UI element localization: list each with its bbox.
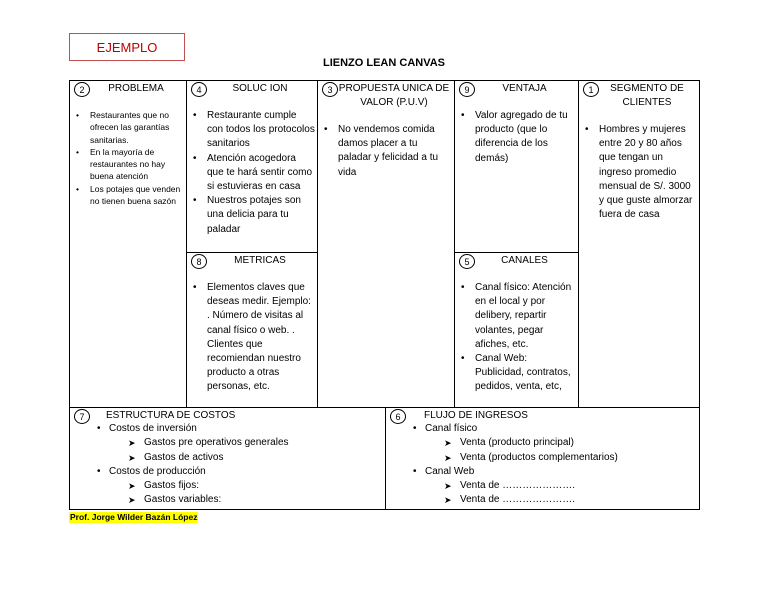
solucion-number: 4 xyxy=(191,82,207,97)
costos-block xyxy=(69,407,386,510)
problema-list xyxy=(70,109,186,207)
ventaja-title: VENTAJA xyxy=(502,83,547,94)
costos-list xyxy=(70,422,385,508)
segmento-header xyxy=(579,81,699,123)
canales-block xyxy=(454,252,579,408)
canales-list xyxy=(455,281,578,395)
ingresos-subitem: ➤ Venta de …………………. xyxy=(386,479,699,493)
costos-group: • Costos de inversión xyxy=(70,422,385,436)
metricas-header xyxy=(187,253,317,281)
costos-subitem: ➤ Gastos pre operativos generales xyxy=(70,436,385,450)
propuesta-number: 3 xyxy=(322,82,338,97)
canales-header xyxy=(455,253,578,281)
solucion-item: • Nuestros potajes son una delicia para tu paladar xyxy=(207,194,315,237)
ingresos-number: 6 xyxy=(390,409,406,424)
segmento-title: SEGMENTO DE CLIENTES xyxy=(610,83,684,108)
ingresos-title: FLUJO DE INGRESOS xyxy=(424,410,528,421)
canales-item: • Canal Web: Publicidad, contratos, pedidos, venta, etc, xyxy=(475,352,576,395)
metricas-block xyxy=(186,252,318,408)
solucion-header xyxy=(187,81,317,109)
ventaja-item: • Valor agregado de tu producto (que lo diferencia de los demás) xyxy=(475,109,576,166)
segmento-block xyxy=(578,80,700,408)
author-credit: Prof. Jorge Wilder Bazán López xyxy=(70,512,198,522)
costos-subitem: ➤ Gastos variables: xyxy=(70,493,385,507)
costos-header xyxy=(70,408,385,422)
problema-block xyxy=(69,80,187,408)
propuesta-block xyxy=(317,80,455,408)
costos-title: ESTRUCTURA DE COSTOS xyxy=(106,410,236,421)
costos-number: 7 xyxy=(74,409,90,424)
propuesta-header xyxy=(318,81,454,123)
solucion-list xyxy=(187,109,317,237)
ventaja-list xyxy=(455,109,578,166)
propuesta-list xyxy=(318,123,454,180)
solucion-block xyxy=(186,80,318,253)
canales-number: 5 xyxy=(459,254,475,269)
problema-header xyxy=(70,81,186,109)
problema-number: 2 xyxy=(74,82,90,97)
solucion-title: SOLUC ION xyxy=(232,83,288,94)
problema-item: • En la mayoría de restaurantes no hay buena atención xyxy=(90,146,184,183)
metricas-number: 8 xyxy=(191,254,207,269)
problema-title: PROBLEMA xyxy=(108,83,164,94)
ingresos-subitem: ➤ Venta de …………………. xyxy=(386,493,699,507)
canales-item: • Canal físico: Atención en el local y por delibery, repartir volantes, pegar afiches, etc. xyxy=(475,281,576,352)
costos-subitem: ➤ Gastos fijos: xyxy=(70,479,385,493)
example-label: EJEMPLO xyxy=(96,39,158,55)
problema-item: • Restaurantes que no ofrecen las garantías sanitarias. xyxy=(90,109,184,146)
segmento-number: 1 xyxy=(583,82,599,97)
solucion-item: • Restaurante cumple con todos los protocolos sanitarios xyxy=(207,109,315,152)
ventaja-block xyxy=(454,80,579,253)
costos-subitem: ➤ Gastos de activos xyxy=(70,451,385,465)
lean-canvas xyxy=(69,80,700,510)
ingresos-subitem: ➤ Venta (producto principal) xyxy=(386,436,699,450)
propuesta-item: • No vendemos comida damos placer a tu paladar y felicidad a tu vida xyxy=(338,123,452,180)
segmento-item: • Hombres y mujeres entre 20 y 80 años que tengan un ingreso promedio mensual de S/. 3000 y que guste almorzar fuera de casa xyxy=(599,123,697,222)
problema-item: • Los potajes que venden no tienen buena sazón xyxy=(90,183,184,208)
costos-group: • Costos de producción xyxy=(70,465,385,479)
ingresos-group: • Canal físico xyxy=(386,422,699,436)
ventaja-header xyxy=(455,81,578,109)
canales-title: CANALES xyxy=(501,255,548,266)
ventaja-number: 9 xyxy=(459,82,475,97)
ingresos-header xyxy=(386,408,699,422)
metricas-title: METRICAS xyxy=(234,255,286,266)
page-title: LIENZO LEAN CANVAS xyxy=(322,57,446,69)
metricas-item: • Elementos claves que deseas medir. Ejemplo: . Número de visitas al canal físico o web. . Clientes que recomiendan nuestro producto a otras personas, etc. xyxy=(207,281,315,395)
propuesta-title: PROPUESTA UNICA DE VALOR (P.U.V) xyxy=(338,83,450,108)
solucion-item: • Atención acogedora que te hará sentir como si estuvieras en casa xyxy=(207,152,315,195)
segmento-list xyxy=(579,123,699,222)
metricas-list xyxy=(187,281,317,395)
ingresos-list xyxy=(386,422,699,508)
ingresos-block xyxy=(385,407,700,510)
ingresos-subitem: ➤ Venta (productos complementarios) xyxy=(386,451,699,465)
ingresos-group: • Canal Web xyxy=(386,465,699,479)
